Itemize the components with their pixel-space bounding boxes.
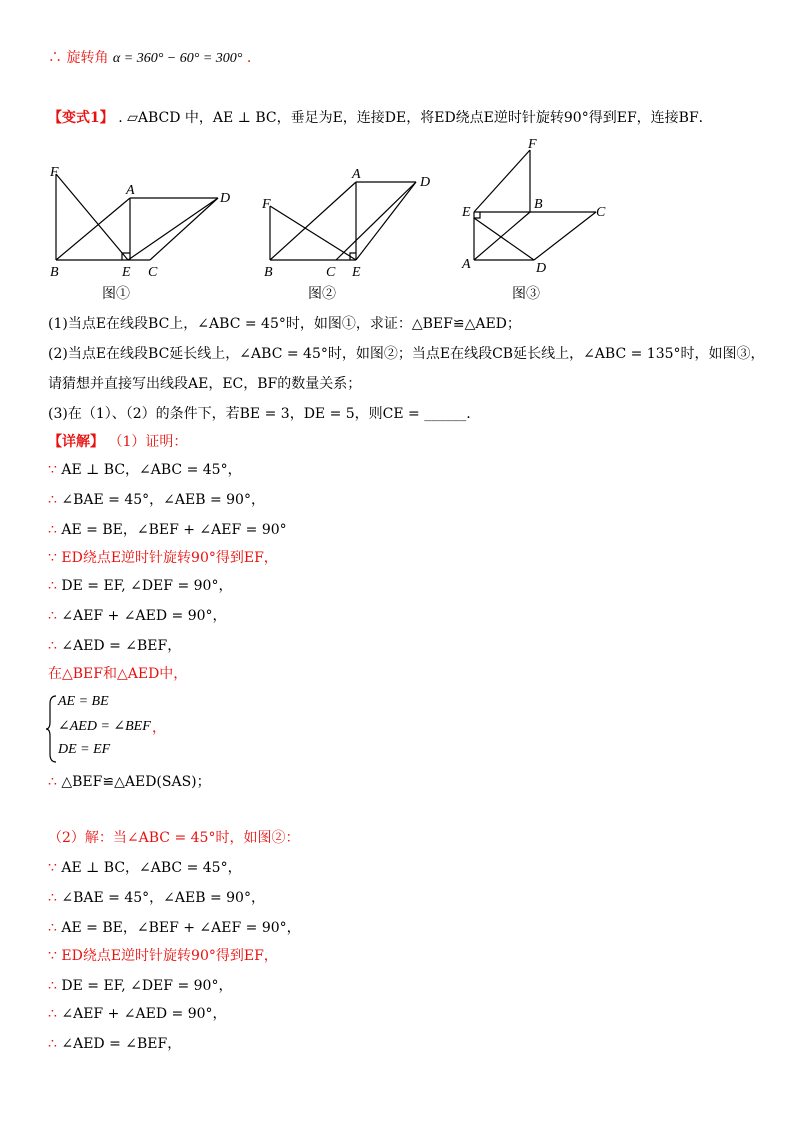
- therefore-symbol: ∴: [48, 50, 62, 66]
- fig2-label-c: C: [326, 265, 336, 280]
- question-2: (2)当点E在线段BC延长线上，∠ABC = 45°时，如图②；当点E在线段CB延长线上，∠ABC = 135°时，如图③，: [48, 346, 765, 362]
- brace-icon: [46, 694, 58, 764]
- step1-5: ∴ ∠AEF + ∠AED = 90°，: [48, 608, 227, 624]
- step1-1: ∴ ∠BAE = 45°，∠AEB = 90°，: [48, 492, 265, 508]
- step2-5: ∴ ∠AEF + ∠AED = 90°，: [48, 1006, 227, 1022]
- problem-tag: 【变式1】: [48, 110, 114, 126]
- fig1-label-a: A: [126, 183, 135, 198]
- fig1-label-f: F: [50, 165, 59, 180]
- congruent-line: ∴ △BEF≌△AED(SAS)；: [48, 774, 211, 790]
- top-formula: α = 360° − 60° = 300°: [112, 51, 243, 66]
- step2-2: ∴ AE = BE，∠BEF + ∠AEF = 90°，: [48, 920, 301, 936]
- fig2-label-f: F: [262, 197, 271, 212]
- question-1: (1)当点E在线段BC上，∠ABC = 45°时，如图①，求证：△BEF≌△AED；: [48, 316, 521, 332]
- step1-0: ∵ AE ⊥ BC，∠ABC = 45°，: [48, 462, 242, 478]
- problem-statement: [48, 108, 713, 128]
- fig3-label-f: F: [528, 137, 537, 152]
- geometry-figures: [40, 136, 640, 306]
- fig3-label-b: B: [534, 197, 543, 212]
- top-text: 旋转角: [66, 50, 109, 66]
- brace-line-2: ∠AED = ∠BEF: [58, 719, 151, 734]
- in-triangles: 在△BEF和△AED中，: [48, 666, 188, 682]
- fig3-caption: 图③: [512, 287, 540, 302]
- step2-6: ∴ ∠AED = ∠BEF，: [48, 1036, 182, 1052]
- problem-dot: .: [118, 110, 123, 126]
- fig1-label-e: E: [122, 265, 131, 280]
- fig2-label-a: A: [352, 167, 361, 182]
- fig3-label-d: D: [536, 261, 547, 276]
- brace-end: ，: [152, 720, 166, 736]
- step1-3: ∵ ED绕点E逆时针旋转90°得到EF，: [48, 550, 278, 566]
- part2-intro: （2）解：当∠ABC = 45°时，如图②：: [48, 830, 300, 846]
- step1-6: ∴ ∠AED = ∠BEF，: [48, 638, 182, 654]
- fig1-label-d: D: [220, 191, 231, 206]
- problem-text: ▱ABCD 中，AE ⊥ BC，垂足为E，连接DE，将ED绕点E逆时针旋转90°得到EF，连接BF．: [127, 110, 713, 126]
- solution-header: [48, 432, 187, 452]
- part1-intro: （1）证明：: [108, 434, 188, 450]
- step1-4: ∴ DE = EF, ∠DEF = 90°，: [48, 578, 233, 594]
- step2-4: ∴ DE = EF, ∠DEF = 90°，: [48, 978, 233, 994]
- question-3: (3)在（1）、（2）的条件下，若BE = 3，DE = 5，则CE = ______.: [48, 406, 471, 422]
- brace-line-1: AE = BE: [58, 694, 109, 709]
- fig3-label-c: C: [596, 205, 606, 220]
- step2-0: ∵ AE ⊥ BC，∠ABC = 45°，: [48, 860, 242, 876]
- fig2-label-b: B: [264, 265, 273, 280]
- brace-line-3: DE = EF: [58, 742, 111, 757]
- figure-1: [56, 174, 218, 260]
- step1-2: ∴ AE = BE，∠BEF + ∠AEF = 90°: [48, 522, 287, 538]
- top-line: [48, 48, 251, 69]
- fig3-label-e: E: [462, 205, 471, 220]
- question-2-cont: 请猜想并直接写出线段AE，EC，BF的数量关系；: [48, 376, 362, 392]
- step2-3: ∵ ED绕点E逆时针旋转90°得到EF，: [48, 948, 278, 964]
- figure-2: [270, 182, 416, 260]
- fig2-label-d: D: [420, 175, 431, 190]
- solution-tag: 【详解】: [48, 434, 104, 450]
- fig1-label-b: B: [50, 265, 59, 280]
- fig1-caption: 图①: [102, 287, 130, 302]
- fig2-caption: 图②: [308, 287, 336, 302]
- step2-1: ∴ ∠BAE = 45°，∠AEB = 90°，: [48, 890, 265, 906]
- fig2-label-e: E: [352, 265, 361, 280]
- fig1-label-c: C: [148, 265, 158, 280]
- top-end: .: [246, 50, 252, 66]
- fig3-label-a: A: [462, 257, 471, 272]
